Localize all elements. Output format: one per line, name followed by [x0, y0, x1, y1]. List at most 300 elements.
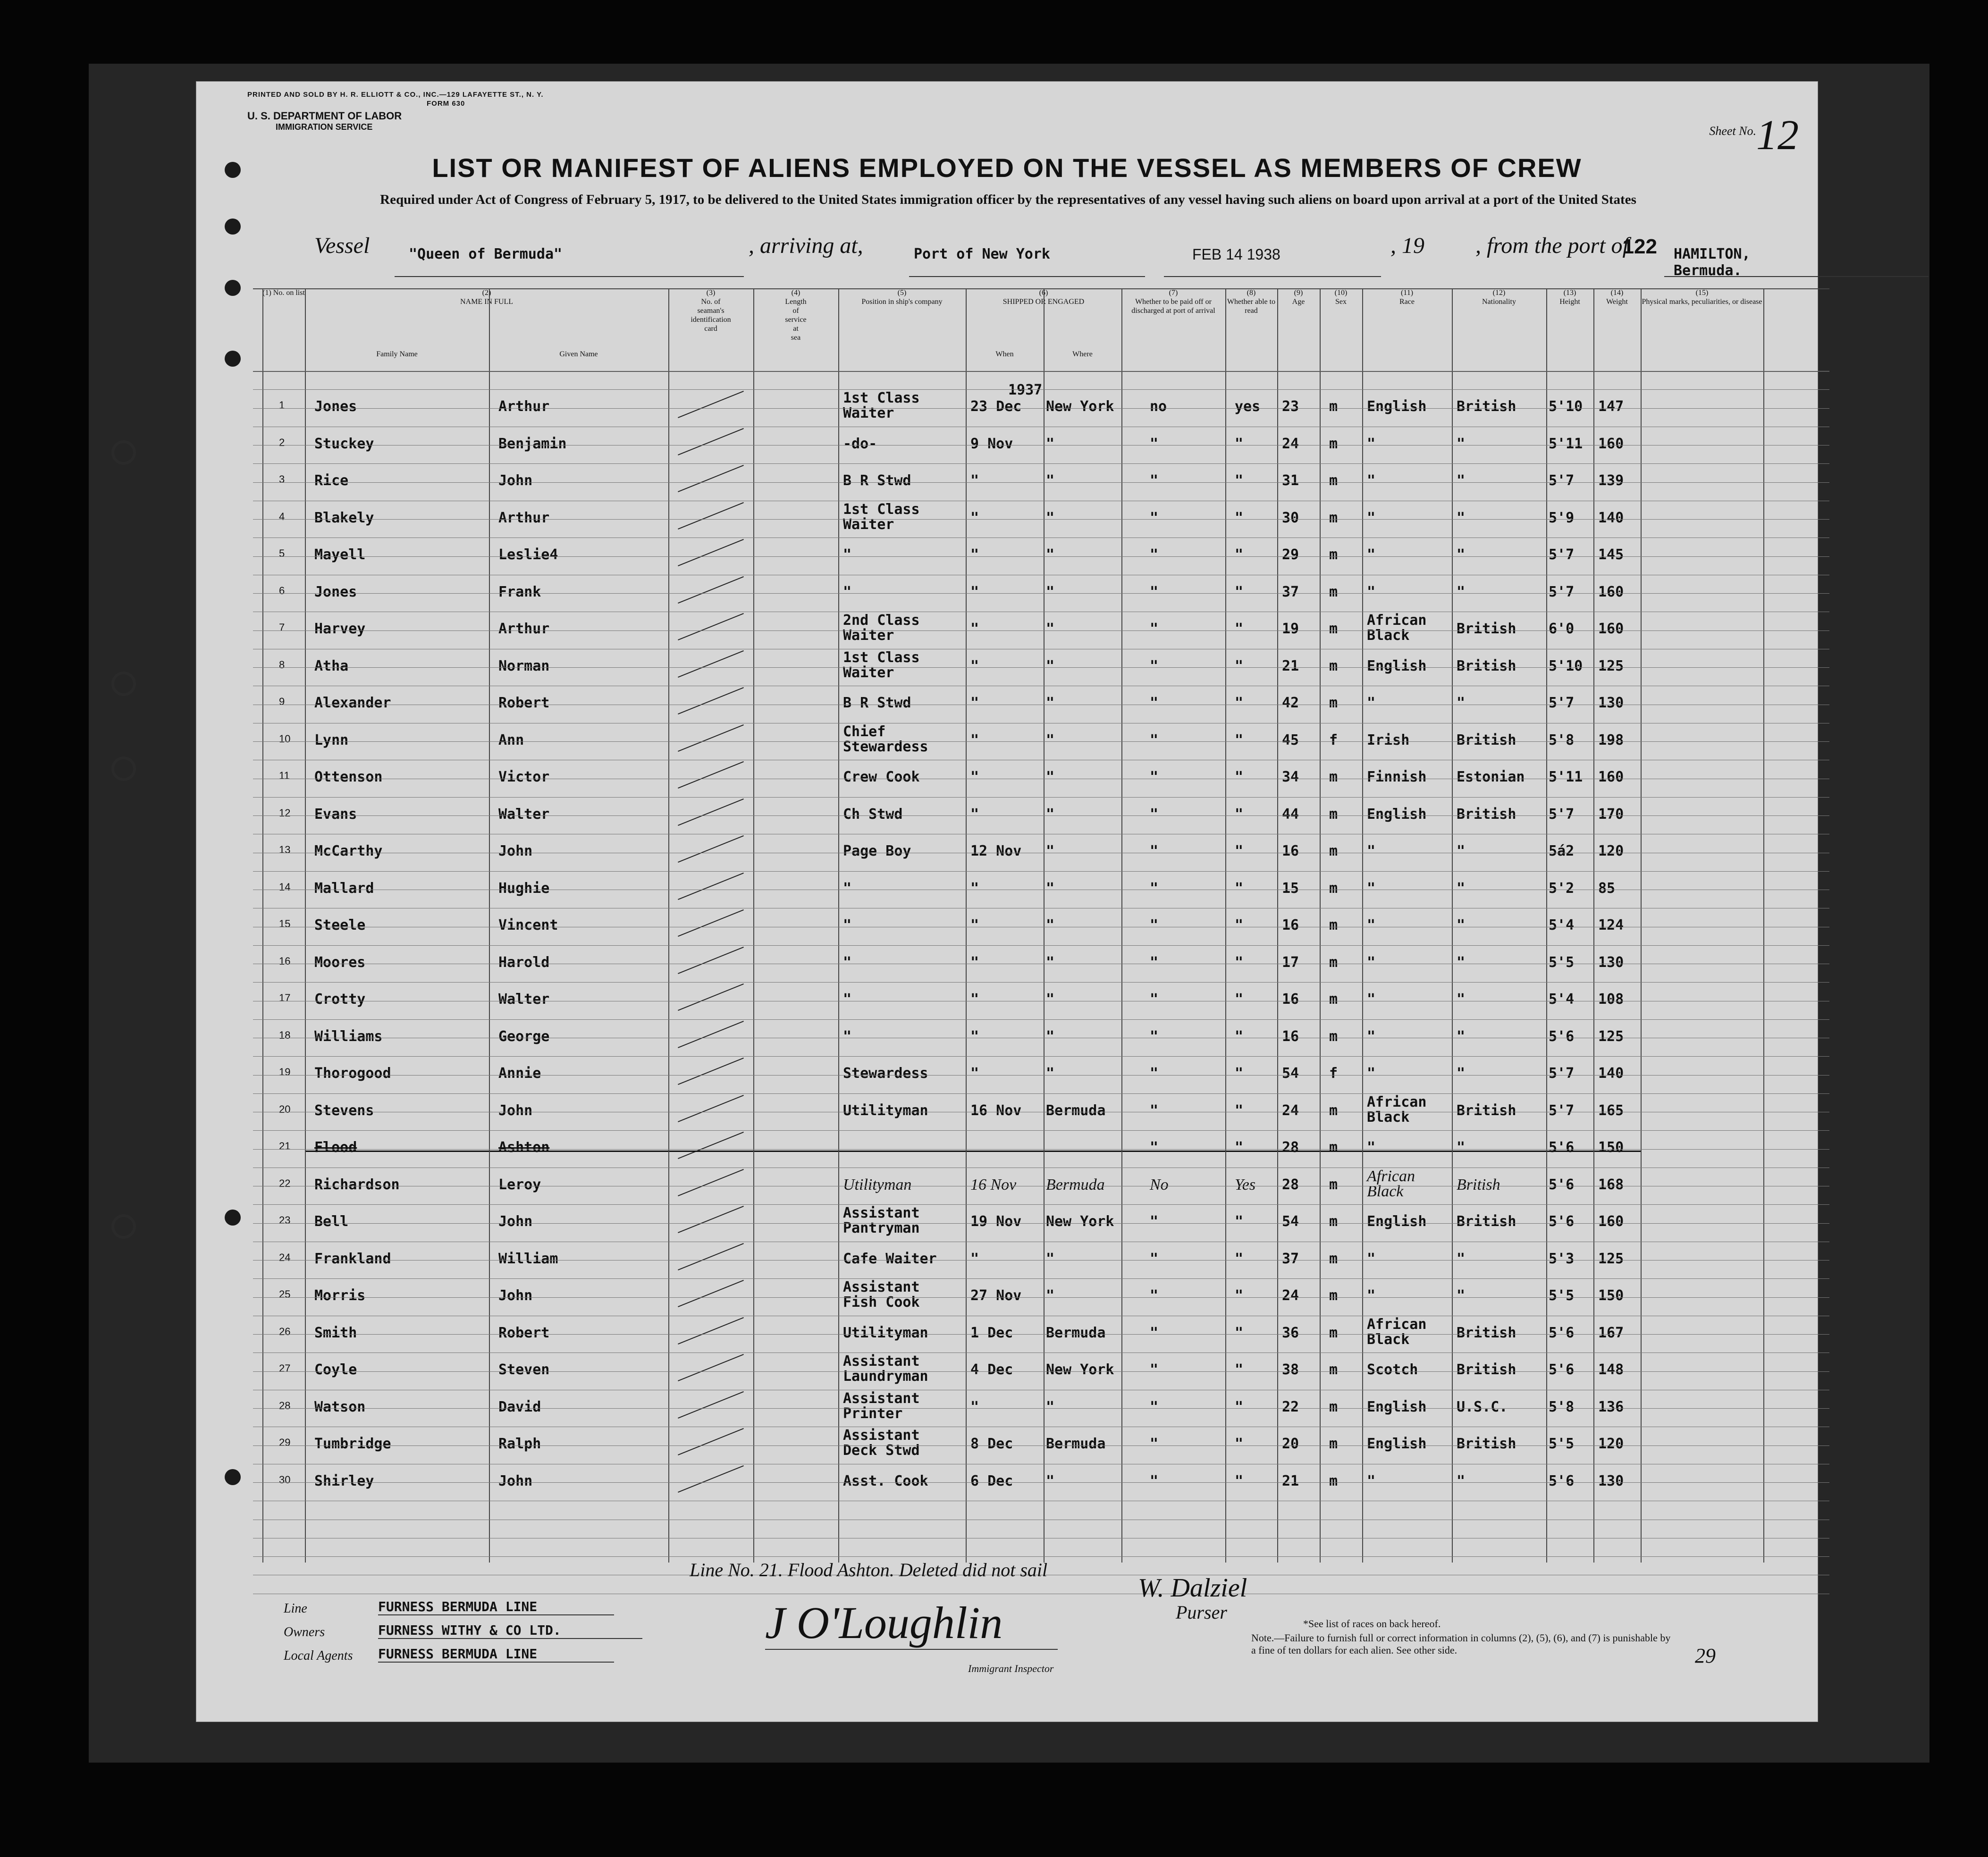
- family-name: Mayell: [314, 546, 366, 563]
- race: ": [1367, 1028, 1376, 1045]
- paid-off: ": [1150, 1213, 1159, 1230]
- shipped-when: 9 Nov: [970, 435, 1013, 452]
- paid-off: no: [1150, 398, 1167, 415]
- col-header-weight: (14) Weight: [1606, 289, 1628, 306]
- paid-off: ": [1150, 435, 1159, 452]
- sex: m: [1329, 880, 1338, 897]
- table-row: [253, 881, 1763, 918]
- row-number: 30: [279, 1473, 291, 1486]
- able-to-read: ": [1235, 435, 1244, 452]
- shipped-when: 16 Nov: [970, 1102, 1022, 1119]
- shipped-where: ": [1046, 621, 1055, 637]
- row-number: 12: [279, 807, 291, 819]
- age: 16: [1282, 1028, 1299, 1045]
- race: ": [1367, 1065, 1376, 1082]
- shipped-where: Bermuda: [1046, 1324, 1106, 1341]
- paid-off: ": [1150, 1287, 1159, 1304]
- punch-hole-icon: [225, 1469, 241, 1485]
- paid-off: ": [1150, 917, 1159, 933]
- weight: 167: [1598, 1324, 1624, 1341]
- family-name: Ottenson: [314, 769, 383, 785]
- nationality: ": [1457, 843, 1466, 859]
- punch-hole-icon: [225, 351, 241, 367]
- height: 5'10: [1549, 398, 1583, 415]
- binder-ring-icon: [111, 756, 136, 781]
- nationality: British: [1457, 1436, 1516, 1452]
- row-number: 9: [279, 696, 285, 707]
- table-row: [253, 1140, 1763, 1177]
- age: 42: [1282, 695, 1299, 711]
- weight: 125: [1598, 1028, 1624, 1045]
- able-to-read: ": [1235, 991, 1244, 1008]
- shipped-when: 16 Nov: [970, 1176, 1017, 1193]
- given-name: Ashton: [498, 1139, 550, 1156]
- race: ": [1367, 880, 1376, 897]
- vessel-name: "Queen of Bermuda": [409, 246, 563, 262]
- weight: 160: [1598, 583, 1624, 600]
- family-name: Jones: [314, 583, 357, 600]
- row-number: 17: [279, 992, 291, 1004]
- shipped-where: Bermuda: [1046, 1176, 1105, 1193]
- col-header-service: (4) Length of service at sea: [785, 289, 807, 342]
- sex: m: [1329, 509, 1338, 526]
- table-row: [253, 955, 1763, 992]
- year-note: 1937: [1008, 382, 1043, 398]
- height: 5'11: [1549, 435, 1583, 452]
- nationality: ": [1457, 435, 1466, 452]
- height: 5'6: [1549, 1361, 1575, 1378]
- shipped-when: ": [970, 472, 979, 489]
- family-name: Stevens: [314, 1102, 374, 1119]
- shipped-when: ": [970, 991, 979, 1008]
- weight: 160: [1598, 769, 1624, 785]
- height: 5'5: [1549, 954, 1575, 971]
- weight: 150: [1598, 1139, 1624, 1156]
- shipped-where: ": [1046, 991, 1055, 1008]
- paid-off: No: [1150, 1176, 1169, 1193]
- family-name: Tumbridge: [314, 1436, 391, 1452]
- given-name: Benjamin: [498, 435, 567, 452]
- paid-off: ": [1150, 1436, 1159, 1452]
- sex: m: [1329, 546, 1338, 563]
- row-number: 22: [279, 1177, 291, 1189]
- paid-off: ": [1150, 880, 1159, 897]
- row-number: 18: [279, 1029, 291, 1041]
- position: 1st Class Waiter: [843, 390, 920, 421]
- table-row: [253, 649, 1763, 696]
- nationality: Estonian: [1457, 769, 1525, 785]
- table-row: [253, 1252, 1763, 1289]
- page-subtitle: Required under Act of Congress of February 5, 1917, to be delivered to the United States immigration officer by the representatives of any vessel having such aliens on board upon arrival at a port of the United States: [380, 192, 1636, 207]
- col-header-age: (9) Age: [1292, 289, 1305, 306]
- row-number: 6: [279, 584, 285, 597]
- shipped-when: 6 Dec: [970, 1472, 1013, 1489]
- shipped-when: ": [970, 509, 979, 526]
- position: Page Boy: [843, 843, 911, 859]
- height: 5á2: [1549, 843, 1575, 859]
- age: 28: [1282, 1176, 1299, 1193]
- height: 5'7: [1549, 1065, 1575, 1082]
- height: 5'7: [1549, 1102, 1575, 1119]
- paid-off: ": [1150, 991, 1159, 1008]
- sex: f: [1329, 1065, 1338, 1082]
- sex: m: [1329, 843, 1338, 859]
- weight: 170: [1598, 806, 1624, 823]
- able-to-read: ": [1235, 1472, 1244, 1489]
- age: 28: [1282, 1139, 1299, 1156]
- shipped-when: ": [970, 695, 979, 711]
- able-to-read: ": [1235, 843, 1244, 859]
- nationality: ": [1457, 695, 1466, 711]
- sex: m: [1329, 1102, 1338, 1119]
- race: ": [1367, 843, 1376, 859]
- position: B R Stwd: [843, 472, 911, 489]
- weight: 168: [1598, 1176, 1624, 1193]
- agents-value: FURNESS BERMUDA LINE: [378, 1646, 614, 1663]
- weight: 85: [1598, 880, 1616, 897]
- weight: 124: [1598, 917, 1624, 933]
- given-name: Arthur: [498, 621, 550, 637]
- race: English: [1367, 1398, 1427, 1415]
- shipped-when: ": [970, 731, 979, 748]
- position: 1st Class Waiter: [843, 501, 920, 533]
- table-row: [253, 1279, 1763, 1326]
- year-label: , 19: [1390, 233, 1424, 258]
- race: ": [1367, 546, 1376, 563]
- col-header-sex: (10) Sex: [1334, 289, 1348, 306]
- family-name: Bell: [314, 1213, 349, 1230]
- table-row: [253, 1093, 1763, 1141]
- given-name: George: [498, 1028, 550, 1045]
- shipped-where: ": [1046, 509, 1055, 526]
- paid-off: ": [1150, 621, 1159, 637]
- sex: m: [1329, 583, 1338, 600]
- nationality: ": [1457, 1287, 1466, 1304]
- table-row: [253, 501, 1763, 548]
- given-name: Vincent: [498, 917, 558, 933]
- race: Scotch: [1367, 1361, 1418, 1378]
- shipped-where: ": [1046, 435, 1055, 452]
- race: English: [1367, 657, 1427, 674]
- race: English: [1367, 1436, 1427, 1452]
- height: 5'8: [1549, 731, 1575, 748]
- race: ": [1367, 1472, 1376, 1489]
- row-number: 24: [279, 1251, 291, 1263]
- age: 31: [1282, 472, 1299, 489]
- nationality: ": [1457, 880, 1466, 897]
- arrival-port: Port of New York: [914, 246, 1050, 262]
- punch-hole-icon: [225, 1210, 241, 1226]
- weight: 108: [1598, 991, 1624, 1008]
- age: 37: [1282, 1250, 1299, 1267]
- page-mark: 29: [1695, 1644, 1716, 1667]
- races-note: *See list of races on back hereof.: [1303, 1618, 1441, 1630]
- printer-line: PRINTED AND SOLD BY H. R. ELLIOTT & CO., INC.—129 LAFAYETTE ST., N. Y. FORM 630: [247, 91, 544, 108]
- from-label: , from the port of: [1475, 233, 1629, 258]
- nationality: British: [1457, 1102, 1516, 1119]
- able-to-read: ": [1235, 1102, 1244, 1119]
- able-to-read: ": [1235, 917, 1244, 933]
- position: Assistant Deck Stwd: [843, 1427, 920, 1459]
- row-number: 13: [279, 844, 291, 856]
- able-to-read: Yes: [1235, 1176, 1256, 1193]
- shipped-where: ": [1046, 1287, 1055, 1304]
- age: 54: [1282, 1065, 1299, 1082]
- position: Assistant Laundryman: [843, 1353, 928, 1385]
- age: 21: [1282, 1472, 1299, 1489]
- shipped-where: Bermuda: [1046, 1102, 1106, 1119]
- weight: 130: [1598, 1472, 1624, 1489]
- department: U. S. DEPARTMENT OF LABOR IMMIGRATION SERVICE: [247, 110, 402, 132]
- position: Assistant Fish Cook: [843, 1279, 920, 1311]
- sex: m: [1329, 1250, 1338, 1267]
- given-name: Robert: [498, 1324, 550, 1341]
- sex: m: [1329, 917, 1338, 933]
- family-name: Richardson: [314, 1176, 400, 1193]
- shipped-where: ": [1046, 1472, 1055, 1489]
- shipped-where: ": [1046, 472, 1055, 489]
- family-name: McCarthy: [314, 843, 383, 859]
- row-number: 21: [279, 1140, 291, 1152]
- shipped-when: ": [970, 954, 979, 971]
- id-card-slash-mark: [678, 391, 744, 418]
- age: 44: [1282, 806, 1299, 823]
- shipped-when: 8 Dec: [970, 1436, 1013, 1452]
- position: ": [843, 991, 852, 1008]
- position: B R Stwd: [843, 695, 911, 711]
- shipped-when: 1 Dec: [970, 1324, 1013, 1341]
- able-to-read: yes: [1235, 398, 1261, 415]
- age: 17: [1282, 954, 1299, 971]
- sex: m: [1329, 991, 1338, 1008]
- able-to-read: ": [1235, 1213, 1244, 1230]
- age: 16: [1282, 991, 1299, 1008]
- row-number: 28: [279, 1399, 291, 1412]
- weight: 148: [1598, 1361, 1624, 1378]
- table-row: [253, 1167, 1763, 1215]
- shipped-when: 12 Nov: [970, 843, 1022, 859]
- given-name: Annie: [498, 1065, 541, 1082]
- height: 5'6: [1549, 1213, 1575, 1230]
- able-to-read: ": [1235, 1287, 1244, 1304]
- row-number: 16: [279, 955, 291, 967]
- binder-ring-icon: [111, 672, 136, 696]
- weight: 130: [1598, 695, 1624, 711]
- table-row: [253, 844, 1763, 881]
- family-name: Crotty: [314, 991, 366, 1008]
- height: 5'6: [1549, 1176, 1575, 1193]
- paid-off: ": [1150, 1139, 1159, 1156]
- row-number: 27: [279, 1362, 291, 1374]
- given-name: Leroy: [498, 1176, 541, 1193]
- row-number: 3: [279, 473, 285, 485]
- given-name: John: [498, 1472, 533, 1489]
- nationality: ": [1457, 1139, 1466, 1156]
- paid-off: ": [1150, 1065, 1159, 1082]
- height: 5'7: [1549, 546, 1575, 563]
- sex: m: [1329, 1361, 1338, 1378]
- family-name: Atha: [314, 657, 349, 674]
- race: ": [1367, 695, 1376, 711]
- age: 54: [1282, 1213, 1299, 1230]
- date-stamp: FEB 14 1938: [1192, 246, 1280, 263]
- race: African Black: [1367, 1093, 1427, 1126]
- nationality: ": [1457, 509, 1466, 526]
- race: ": [1367, 917, 1376, 933]
- paid-off: ": [1150, 769, 1159, 785]
- shipped-where: ": [1046, 1028, 1055, 1045]
- table-row: [253, 1029, 1763, 1067]
- shipped-when: ": [970, 1250, 979, 1267]
- given-name: John: [498, 1102, 533, 1119]
- nationality: ": [1457, 1250, 1466, 1267]
- nationality: British: [1457, 657, 1516, 674]
- age: 45: [1282, 731, 1299, 748]
- family-name: Smith: [314, 1324, 357, 1341]
- row-number: 8: [279, 658, 285, 671]
- page-number: 122: [1622, 235, 1657, 258]
- shipped-when: ": [970, 583, 979, 600]
- able-to-read: ": [1235, 1436, 1244, 1452]
- table-row: [253, 612, 1763, 659]
- row-number: 26: [279, 1325, 291, 1337]
- family-name: Williams: [314, 1028, 383, 1045]
- able-to-read: ": [1235, 657, 1244, 674]
- position: -do-: [843, 435, 877, 452]
- departure-port: HAMILTON, Bermuda.: [1674, 246, 1751, 279]
- family-name: Steele: [314, 917, 366, 933]
- paid-off: ": [1150, 509, 1159, 526]
- age: 23: [1282, 398, 1299, 415]
- shipped-where: ": [1046, 1250, 1055, 1267]
- col-header-no: (1) No. on list: [262, 289, 305, 297]
- col-header-paid: (7) Whether to be paid off or discharged at port of arrival: [1131, 289, 1215, 315]
- position: Utilityman: [843, 1324, 928, 1341]
- age: 34: [1282, 769, 1299, 785]
- binder-ring-icon: [111, 1214, 136, 1239]
- age: 24: [1282, 1102, 1299, 1119]
- paid-off: ": [1150, 1398, 1159, 1415]
- sex: m: [1329, 1213, 1338, 1230]
- row-number: 5: [279, 547, 285, 559]
- strike-line: [305, 1151, 1641, 1152]
- able-to-read: ": [1235, 1398, 1244, 1415]
- table-row: [253, 770, 1763, 807]
- nationality: ": [1457, 1028, 1466, 1045]
- age: 16: [1282, 917, 1299, 933]
- agents-label: Local Agents: [284, 1648, 353, 1663]
- col-header-position: (5) Position in ship's company: [861, 289, 943, 306]
- able-to-read: ": [1235, 695, 1244, 711]
- nationality: British: [1457, 806, 1516, 823]
- nationality: ": [1457, 546, 1466, 563]
- table-row: [253, 723, 1763, 770]
- shipped-when: ": [970, 621, 979, 637]
- crew-table: [253, 288, 1829, 1563]
- weight: 140: [1598, 1065, 1624, 1082]
- weight: 120: [1598, 1436, 1624, 1452]
- family-name: Harvey: [314, 621, 366, 637]
- age: 36: [1282, 1324, 1299, 1341]
- given-name: Victor: [498, 769, 550, 785]
- shipped-when: ": [970, 657, 979, 674]
- family-name: Rice: [314, 472, 349, 489]
- position: Assistant Printer: [843, 1390, 920, 1422]
- shipped-when: ": [970, 1398, 979, 1415]
- arriving-label: , arriving at,: [749, 233, 863, 258]
- manifest-footer: [241, 1559, 1799, 1719]
- col-header-given: Given Name: [559, 350, 598, 358]
- sex: m: [1329, 1028, 1338, 1045]
- shipped-where: ": [1046, 843, 1055, 859]
- table-row: [253, 1427, 1763, 1474]
- shipped-when: ": [970, 546, 979, 563]
- row-number: 4: [279, 510, 285, 522]
- shipped-when: ": [970, 806, 979, 823]
- weight: 139: [1598, 472, 1624, 489]
- height: 5'9: [1549, 509, 1575, 526]
- given-name: Hughie: [498, 880, 550, 897]
- age: 16: [1282, 843, 1299, 859]
- sex: m: [1329, 621, 1338, 637]
- inspector-label: Immigrant Inspector: [968, 1663, 1054, 1674]
- shipped-where: ": [1046, 954, 1055, 971]
- able-to-read: ": [1235, 1139, 1244, 1156]
- nationality: U.S.C.: [1457, 1398, 1508, 1415]
- family-name: Alexander: [314, 695, 391, 711]
- able-to-read: ": [1235, 583, 1244, 600]
- age: 22: [1282, 1398, 1299, 1415]
- shipped-where: ": [1046, 806, 1055, 823]
- given-name: Arthur: [498, 398, 550, 415]
- height: 5'6: [1549, 1028, 1575, 1045]
- table-row: [253, 918, 1763, 955]
- position: ": [843, 954, 852, 971]
- family-name: Lynn: [314, 731, 349, 748]
- position: ": [843, 1028, 852, 1045]
- given-name: Ralph: [498, 1436, 541, 1452]
- position: ": [843, 917, 852, 933]
- nationality: ": [1457, 472, 1466, 489]
- race: English: [1367, 806, 1427, 823]
- row-number: 29: [279, 1437, 291, 1448]
- shipped-where: ": [1046, 1398, 1055, 1415]
- nationality: British: [1457, 398, 1516, 415]
- row-number: 23: [279, 1214, 291, 1226]
- position: Crew Cook: [843, 769, 920, 785]
- height: 5'6: [1549, 1324, 1575, 1341]
- weight: 165: [1598, 1102, 1624, 1119]
- punch-hole-icon: [225, 280, 241, 296]
- shipped-when: ": [970, 917, 979, 933]
- paid-off: ": [1150, 731, 1159, 748]
- shipped-when: 27 Nov: [970, 1287, 1022, 1304]
- able-to-read: ": [1235, 769, 1244, 785]
- given-name: Harold: [498, 954, 550, 971]
- weight: 198: [1598, 731, 1624, 748]
- given-name: Arthur: [498, 509, 550, 526]
- paid-off: ": [1150, 1361, 1159, 1378]
- given-name: Norman: [498, 657, 550, 674]
- col-header-height: (13) Height: [1559, 289, 1580, 306]
- shipped-where: ": [1046, 1065, 1055, 1082]
- given-name: John: [498, 1213, 533, 1230]
- family-name: Evans: [314, 806, 357, 823]
- race: Finnish: [1367, 769, 1427, 785]
- table-row: [253, 547, 1763, 585]
- weight: 145: [1598, 546, 1624, 563]
- weight: 160: [1598, 621, 1624, 637]
